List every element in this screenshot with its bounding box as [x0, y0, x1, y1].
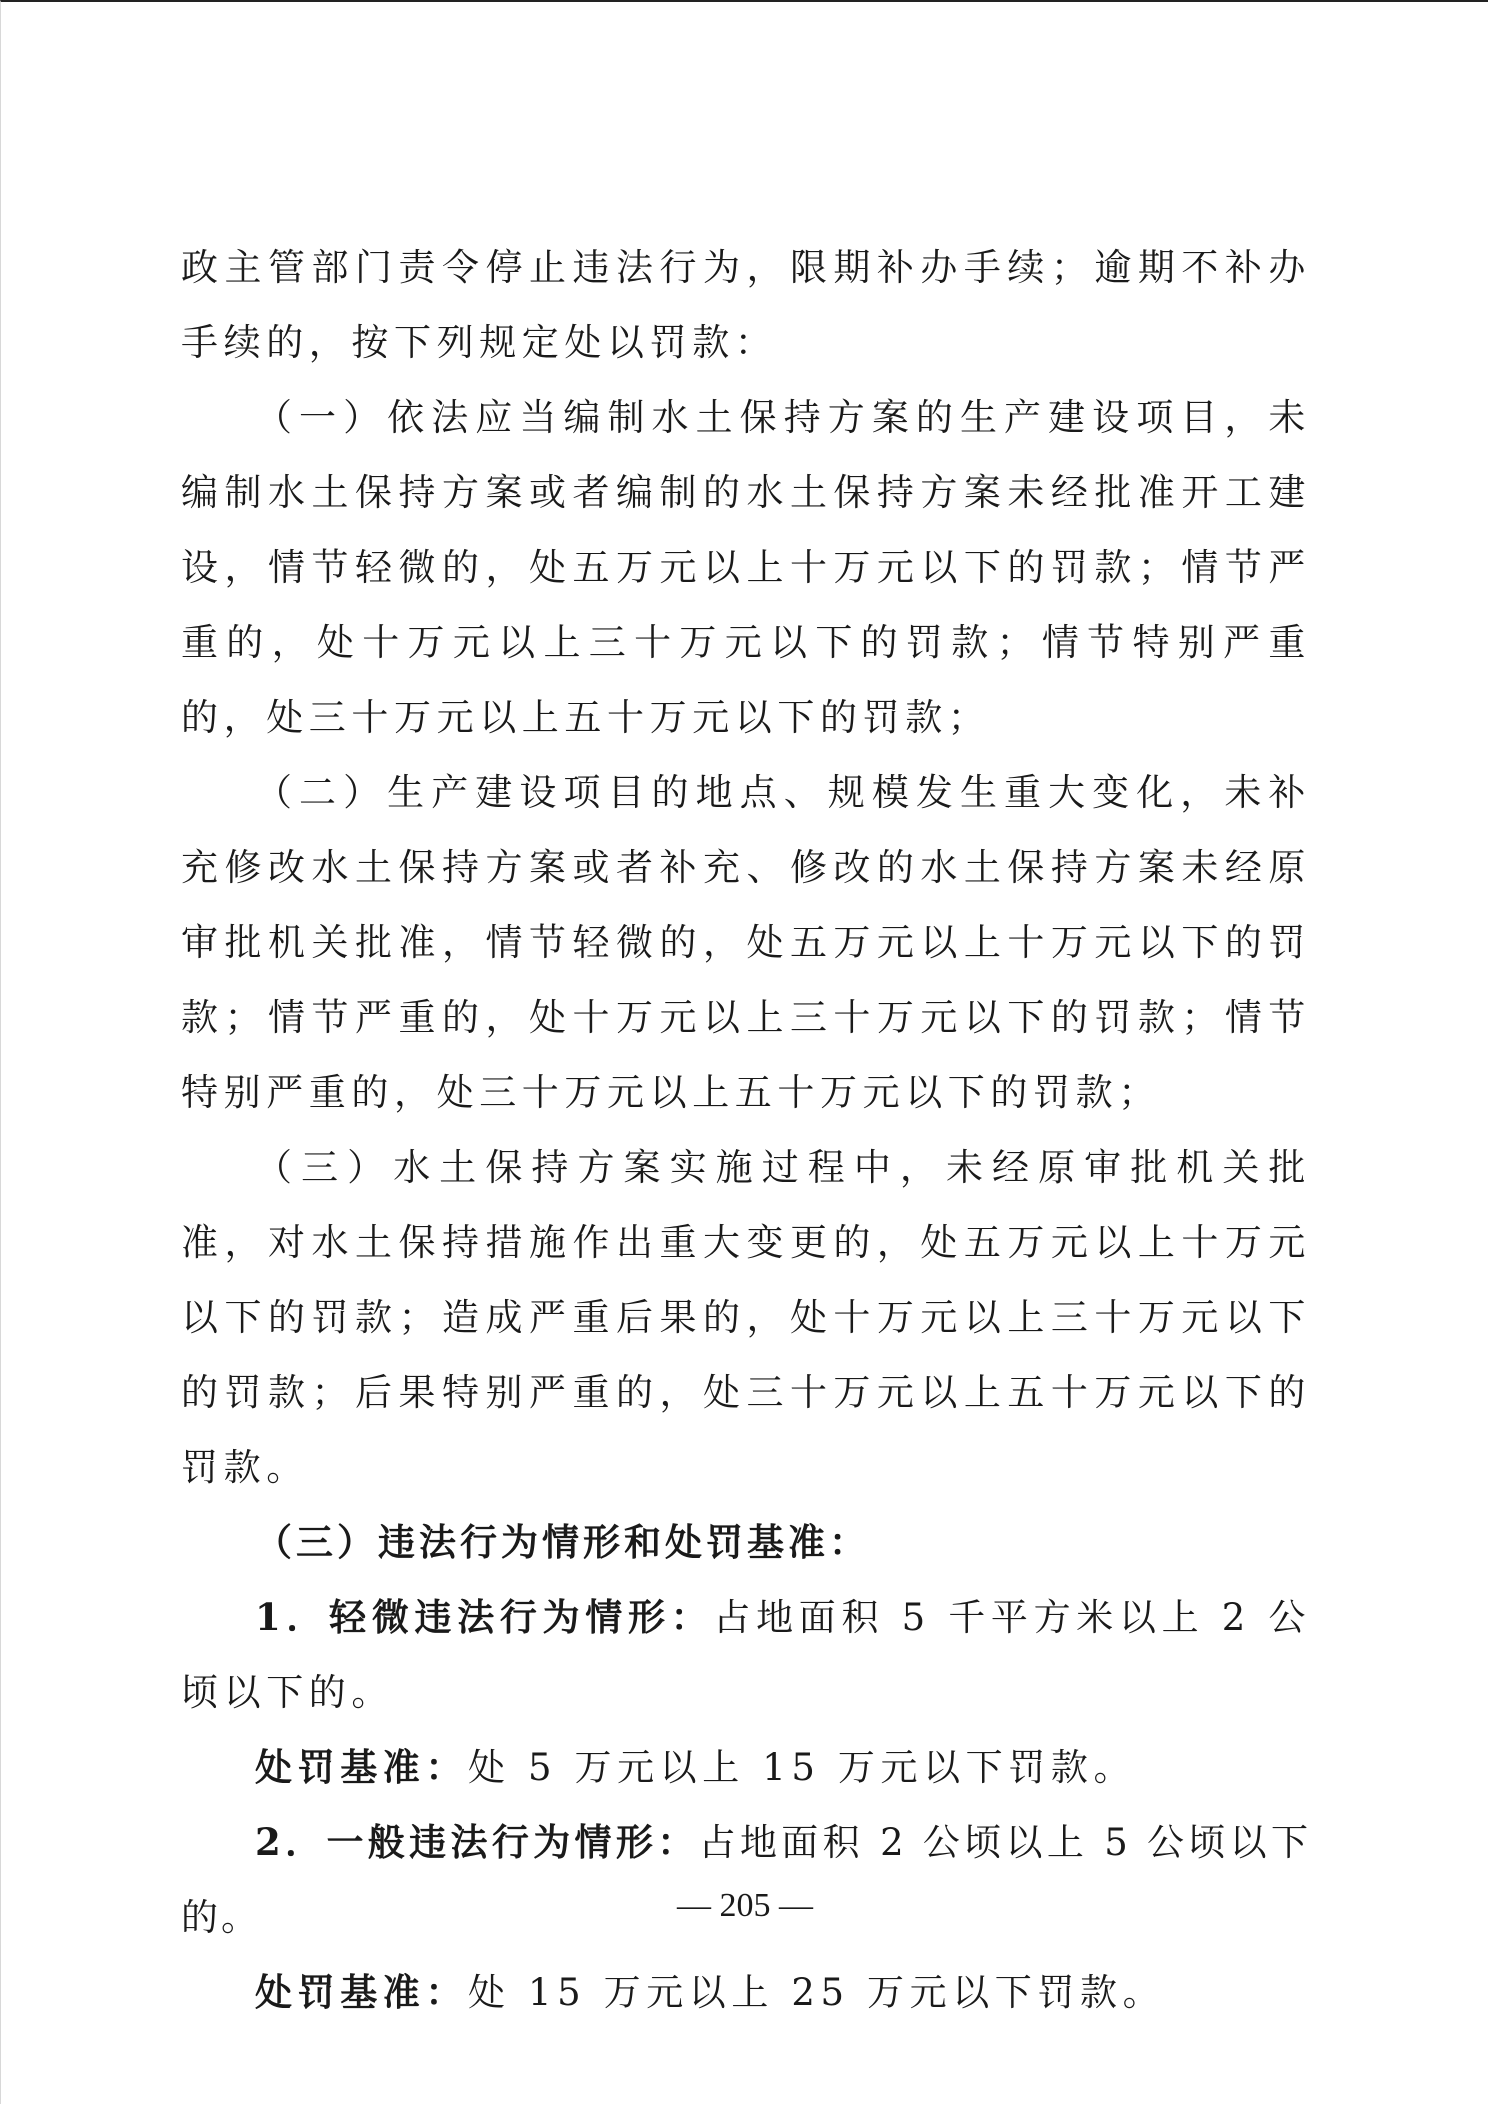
- penalty-minor: [181, 1730, 1311, 1805]
- paragraph-item-2: （二）生产建设项目的地点、规模发生重大变化，未补充修改水土保持方案或者补充、修改的水土保持方案未经原审批机关批准，情节轻微的，处五万元以上十万元以下的罚款；情节严重的，处十万元以上三十万元以下的罚款；情节特别严重的，处三十万元以上五十万元以下的罚款；: [181, 771, 1311, 1114]
- paragraph-item-3: （三）水土保持方案实施过程中，未经原审批机关批准，对水土保持措施作出重大变更的，处五万元以上十万元以下的罚款；造成严重后果的，处十万元以上三十万元以下的罚款；后果特别严重的，处三十万元以上五十万元以下的罚款。: [181, 1146, 1311, 1489]
- violation-general: [181, 1805, 1311, 1955]
- paragraph-intro: 政主管部门责令停止违法行为，限期补办手续；逾期不补办手续的，按下列规定处以罚款：: [181, 246, 1311, 364]
- violation-minor: [181, 1580, 1311, 1730]
- penalty-minor-label: 处罚基准：: [255, 1745, 468, 1789]
- penalty-minor-text: 处 5 万元以上 15 万元以下罚款。: [468, 1746, 1137, 1789]
- violation-minor-text: 占地面积 5 千平方米以上 2 公顷以下的。: [181, 1596, 1311, 1714]
- document-body: [181, 230, 1311, 2030]
- paragraph-item-1: （一）依法应当编制水土保持方案的生产建设项目，未编制水土保持方案或者编制的水土保持方案未经批准开工建设，情节轻微的，处五万元以上十万元以下的罚款；情节严重的，处十万元以上三十万元以下的罚款；情节特别严重的，处三十万元以上五十万元以下的罚款；: [181, 396, 1311, 739]
- violation-minor-label: 1．轻微违法行为情形：: [255, 1595, 714, 1639]
- page-number: — 205 —: [677, 1887, 813, 1924]
- violation-general-text: 占地面积 2 公顷以上 5 公顷以下的。: [181, 1821, 1311, 1939]
- penalty-general: [181, 1955, 1311, 2030]
- violation-general-label: 2．一般违法行为情形：: [255, 1820, 699, 1864]
- penalty-general-label: 处罚基准：: [255, 1970, 468, 2014]
- section-heading: （三）违法行为情形和处罚基准：: [255, 1520, 870, 1564]
- penalty-general-text: 处 15 万元以上 25 万元以下罚款。: [468, 1971, 1166, 2014]
